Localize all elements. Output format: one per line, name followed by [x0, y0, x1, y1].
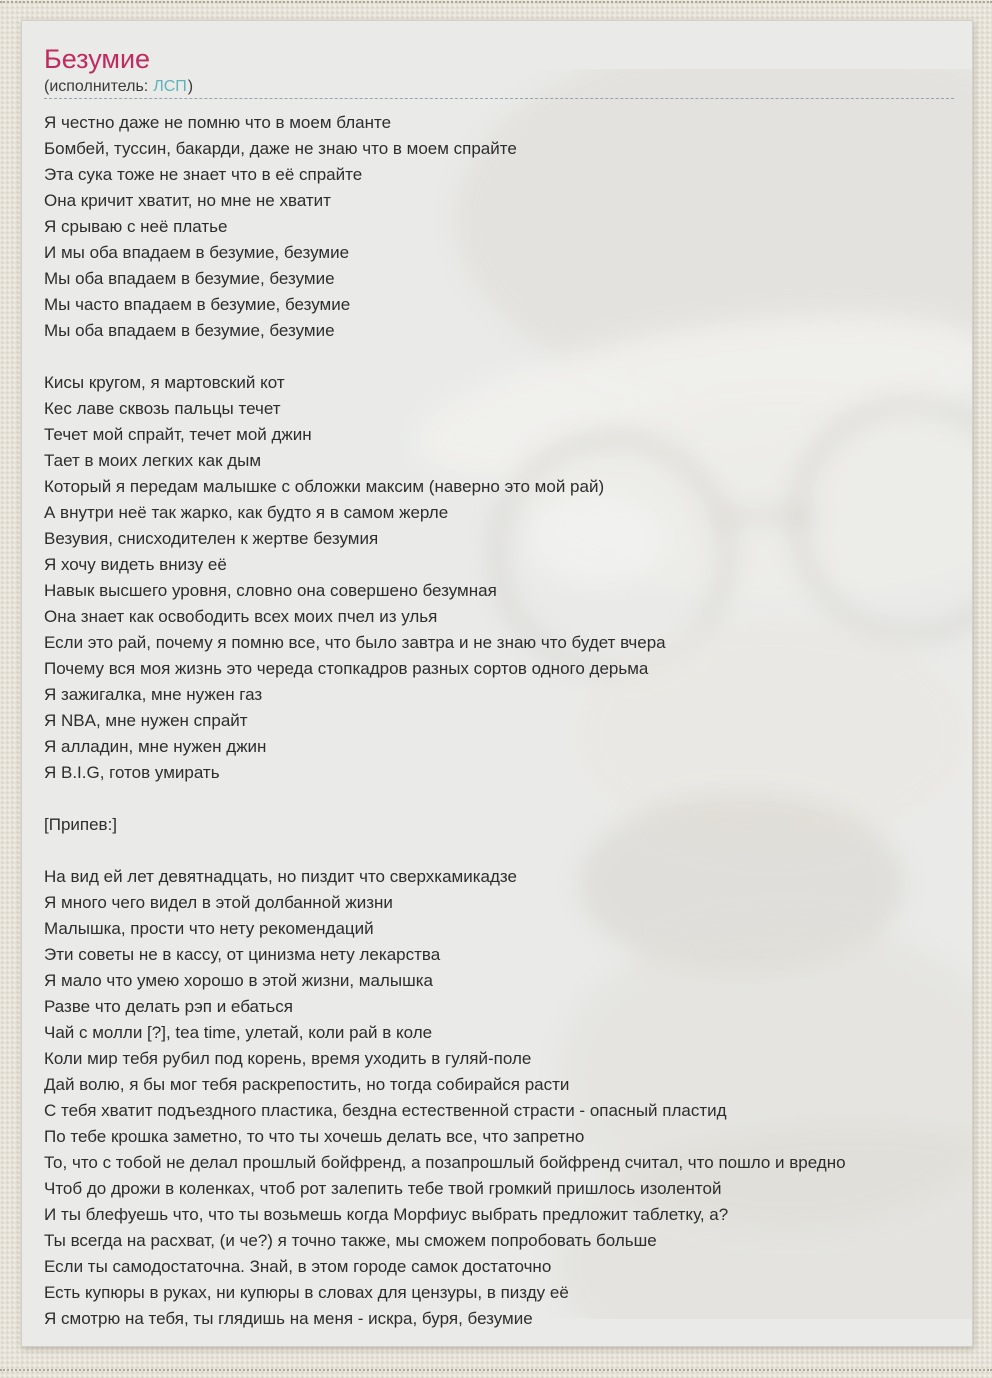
lyric-line: Я много чего видел в этой долбанной жизни: [44, 893, 393, 912]
artist-label-suffix: ): [187, 78, 194, 95]
lyric-line: Бомбей, туссин, бакарди, даже не знаю что в моем спрайте: [44, 139, 517, 158]
lyric-line: Она знает как освободить всех моих пчел из улья: [44, 607, 438, 626]
lyric-line: Я B.I.G, готов умирать: [44, 763, 220, 782]
lyric-line: Я мало что умею хорошо в этой жизни, малышка: [44, 971, 433, 990]
lyric-line: Разве что делать рэп и ебаться: [44, 997, 293, 1016]
lyric-line: [44, 344, 972, 370]
lyric-line: Чтоб до дрожи в коленках, чтоб рот залепить тебе твой громкий пришлось изолентой: [44, 1179, 722, 1198]
lyric-line: Я зажигалка, мне нужен газ: [44, 685, 263, 704]
lyric-line: [44, 838, 972, 864]
page-title: Безумие: [44, 44, 151, 74]
lyric-line: По тебе крошка заметно, то что ты хочешь делать все, что запретно: [44, 1127, 585, 1146]
lyric-line: Мы оба впадаем в безумие, безумие: [44, 321, 335, 340]
lyric-line: Кес лаве сквозь пальцы течет: [44, 399, 281, 418]
lyric-line: Дай волю, я бы мог тебя раскрепостить, но тогда собирайся расти: [44, 1075, 570, 1094]
lyric-line: Кисы кругом, я мартовский кот: [44, 373, 285, 392]
header-separator: [44, 98, 954, 99]
lyric-line: Коли мир тебя рубил под корень, время уходить в гуляй-поле: [44, 1049, 532, 1068]
lyric-line: Я NBA, мне нужен спрайт: [44, 711, 248, 730]
lyric-line: Мы часто впадаем в безумие, безумие: [44, 295, 351, 314]
artist-label-prefix: (исполнитель:: [44, 78, 149, 95]
lyric-line: На вид ей лет девятнадцать, но пиздит что сверхкамикадзе: [44, 867, 517, 886]
lyric-line: Который я передам малышке с обложки максим (наверно это мой рай): [44, 477, 605, 496]
lyric-line: Навык высшего уровня, словно она совершено безумная: [44, 581, 497, 600]
lyric-line: Я хочу видеть внизу её: [44, 555, 227, 574]
lyric-line: Течет мой спрайт, течет мой джин: [44, 425, 312, 444]
lyric-line: Ты всегда на расхват, (и че?) я точно также, мы сможем попробовать больше: [44, 1231, 657, 1250]
lyric-line: Она кричит хватит, но мне не хватит: [44, 191, 331, 210]
lyric-line: И мы оба впадаем в безумие, безумие: [44, 243, 350, 262]
lyrics-card: [21, 20, 973, 1347]
lyric-line: А внутри неё так жарко, как будто я в самом жерле: [44, 503, 449, 522]
lyric-line: Я алладин, мне нужен джин: [44, 737, 267, 756]
lyric-line: Тает в моих легких как дым: [44, 451, 262, 470]
artist-line: [44, 77, 972, 97]
lyrics-text: [44, 110, 972, 1332]
lyric-line: Если это рай, почему я помню все, что было завтра и не знаю что будет вчера: [44, 633, 666, 652]
lyric-line: Малышка, прости что нету рекомендаций: [44, 919, 374, 938]
lyric-line: Эта сука тоже не знает что в её спрайте: [44, 165, 363, 184]
card-content: [44, 21, 972, 1332]
lyric-line: Я честно даже не помню что в моем бланте: [44, 113, 392, 132]
lyric-line: Чай с молли [?], tea time, улетай, коли рай в коле: [44, 1023, 433, 1042]
lyric-line: Есть купюры в руках, ни купюры в словах для цензуры, в пизду её: [44, 1283, 569, 1302]
lyric-line: Мы оба впадаем в безумие, безумие: [44, 269, 335, 288]
page-bottom-dotted-border: [0, 1369, 992, 1371]
lyric-line: И ты блефуешь что, что ты возьмешь когда Морфиус выбрать предложит таблетку, а?: [44, 1205, 729, 1224]
lyric-line: [44, 786, 972, 812]
lyric-line: Везувия, снисходителен к жертве безумия: [44, 529, 379, 548]
lyric-line: То, что с тобой не делал прошлый бойфренд, а позапрошлый бойфренд считал, что пошло и вредно: [44, 1153, 846, 1172]
lyric-line: [Припев:]: [44, 815, 118, 834]
lyric-line: Эти советы не в кассу, от цинизма нету лекарства: [44, 945, 441, 964]
lyric-line: С тебя хватит подъездного пластика, бездна естественной страсти - опасный пластид: [44, 1101, 727, 1120]
artist-link[interactable]: ЛСП: [153, 78, 187, 95]
lyric-line: Почему вся моя жизнь это череда стопкадров разных сортов одного дерьма: [44, 659, 649, 678]
page-top-dotted-border: [0, 1, 992, 3]
lyric-line: Если ты самодостаточна. Знай, в этом городе самок достаточно: [44, 1257, 552, 1276]
lyric-line: Я срываю с неё платье: [44, 217, 228, 236]
lyric-line: Я смотрю на тебя, ты глядишь на меня - искра, буря, безумие: [44, 1309, 533, 1328]
